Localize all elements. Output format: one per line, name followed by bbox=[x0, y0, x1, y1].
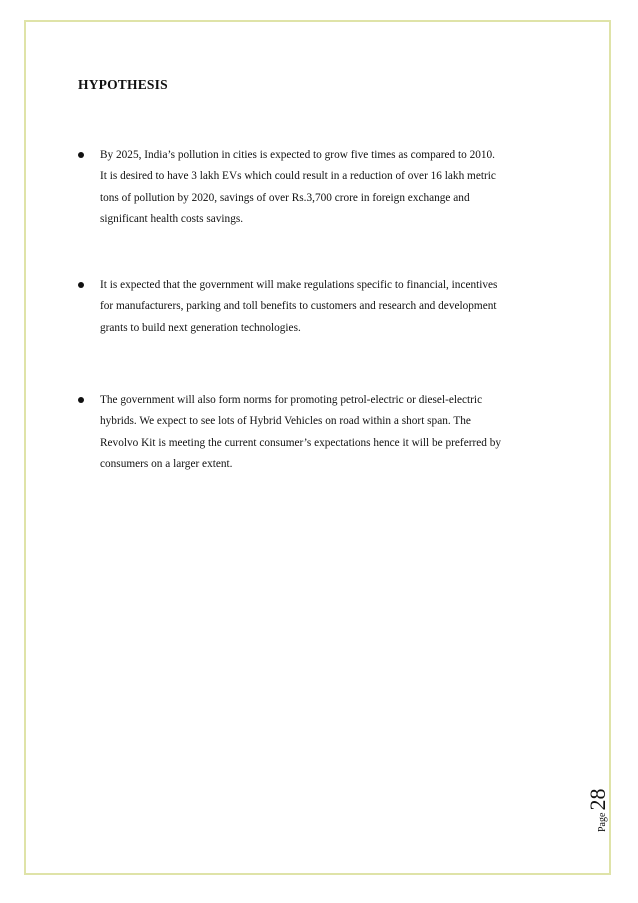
text-line: tons of pollution by 2020, savings of over Rs.3,700 crore in foreign exchange and bbox=[100, 191, 470, 204]
text-line: By 2025, India’s pollution in cities is expected to grow five times as compared to 2010. bbox=[100, 149, 496, 161]
text-line: It is desired to have 3 lakh EVs which could result in a reduction of over 16 lakh metric bbox=[100, 170, 496, 183]
page-number-value: 28 bbox=[585, 788, 610, 811]
text-line: for manufacturers, parking and toll benefits to customers and research and development bbox=[100, 300, 497, 313]
text-line: hybrids. We expect to see lots of Hybrid Vehicles on road within a short span. The bbox=[100, 415, 471, 428]
bullet-icon bbox=[78, 152, 84, 158]
bullet-text bbox=[100, 390, 570, 475]
page-label: Page bbox=[597, 812, 608, 832]
text-line: It is expected that the government will make regulations specific to financial, incentives bbox=[100, 279, 498, 291]
text-line: grants to build next generation technologies. bbox=[100, 321, 301, 334]
bullet-text bbox=[100, 145, 570, 230]
text-line: significant health costs savings. bbox=[100, 212, 244, 225]
bullet-text bbox=[100, 275, 570, 339]
bullet-icon bbox=[78, 282, 84, 288]
text-line: Revolvo Kit is meeting the current consumer’s expectations hence it will be preferred by bbox=[100, 436, 502, 449]
bullet-icon bbox=[78, 397, 84, 403]
page-heading: HYPOTHESIS bbox=[78, 77, 168, 92]
text-line: consumers on a larger extent. bbox=[100, 457, 233, 470]
text-line: The government will also form norms for promoting petrol-electric or diesel-electric bbox=[100, 394, 483, 406]
page-number bbox=[585, 789, 611, 832]
